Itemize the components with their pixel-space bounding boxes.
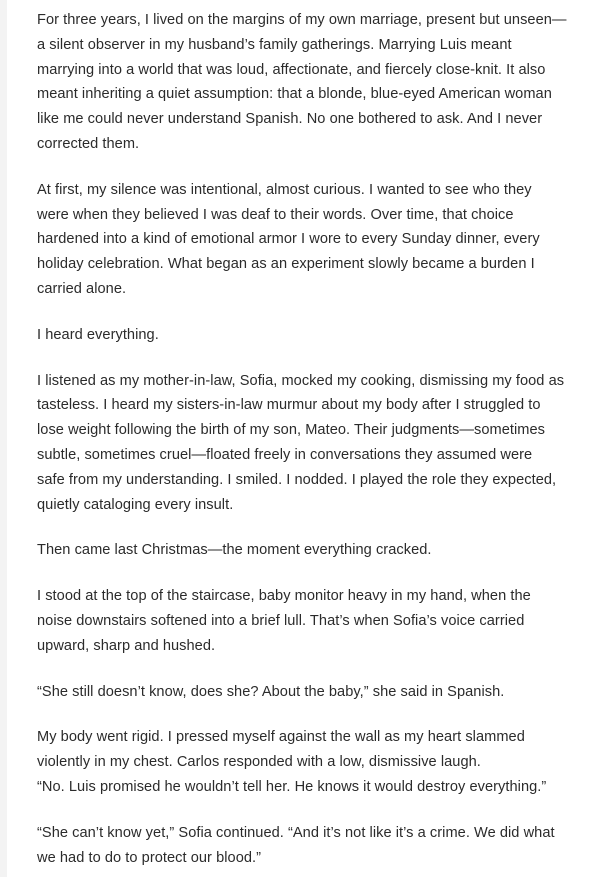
text-line: we had to do to protect our blood.” bbox=[37, 849, 262, 866]
left-rail bbox=[0, 0, 7, 877]
text-line: holiday celebration. What began as an experiment slowly became a burden I bbox=[37, 256, 535, 273]
text-line: “No. Luis promised he wouldn’t tell her. He knows it would destroy everything.” bbox=[37, 778, 547, 795]
text-line: marrying into a world that was loud, affectionate, and fiercely close-knit. It also bbox=[37, 61, 546, 78]
paragraph bbox=[37, 8, 585, 157]
text-line: corrected them. bbox=[37, 135, 140, 152]
text-line: “She still doesn’t know, does she? About the baby,” she said in Spanish. bbox=[37, 683, 505, 700]
text-line: violently in my chest. Carlos responded with a low, dismissive laugh. bbox=[37, 754, 481, 771]
text-line: safe from my understanding. I smiled. I nodded. I played the role they expected, bbox=[37, 471, 557, 488]
text-line: quietly cataloging every insult. bbox=[37, 496, 234, 513]
paragraph bbox=[37, 369, 585, 518]
text-line: meant inheriting a quiet assumption: that a blonde, blue-eyed American woman bbox=[37, 86, 552, 103]
text-line: For three years, I lived on the margins of my own marriage, present but unseen— bbox=[37, 12, 567, 28]
paragraph bbox=[37, 323, 585, 348]
text-line: carried alone. bbox=[37, 280, 127, 297]
text-line: subtle, sometimes cruel—floated freely in conversations they assumed were bbox=[37, 446, 533, 463]
text-line: My body went rigid. I pressed myself against the wall as my heart slammed bbox=[37, 729, 525, 746]
paragraph bbox=[37, 538, 585, 563]
text-line: lose weight following the birth of my son, Mateo. Their judgments—sometimes bbox=[37, 422, 546, 439]
text-line: noise downstairs softened into a brief lull. That’s when Sofia’s voice carried bbox=[37, 612, 525, 629]
text-line: a silent observer in my husband’s family gatherings. Marrying Luis meant bbox=[37, 36, 512, 53]
paragraph bbox=[37, 178, 585, 302]
text-line: hardened into a kind of emotional armor I wore to every Sunday dinner, every bbox=[37, 231, 540, 248]
paragraph bbox=[37, 821, 585, 871]
paragraph bbox=[37, 584, 585, 658]
text-line: upward, sharp and hushed. bbox=[37, 637, 216, 654]
text-line: tasteless. I heard my sisters-in-law murmur about my body after I struggled to bbox=[37, 397, 541, 414]
text-line: were when they believed I was deaf to their words. Over time, that choice bbox=[37, 206, 514, 223]
text-line: “She can’t know yet,” Sofia continued. “And it’s not like it’s a crime. We did what bbox=[37, 824, 555, 841]
text-line: like me could never understand Spanish. No one bothered to ask. And I never bbox=[37, 111, 543, 128]
article-body bbox=[37, 8, 585, 891]
text-line: Then came last Christmas—the moment everything cracked. bbox=[37, 542, 432, 559]
paragraph bbox=[37, 725, 585, 799]
text-line: At first, my silence was intentional, almost curious. I wanted to see who they bbox=[37, 181, 532, 198]
text-line: I stood at the top of the staircase, baby monitor heavy in my hand, when the bbox=[37, 588, 531, 605]
text-line: I heard everything. bbox=[37, 326, 159, 343]
text-line: I listened as my mother-in-law, Sofia, mocked my cooking, dismissing my food as bbox=[37, 372, 565, 389]
paragraph bbox=[37, 680, 585, 705]
